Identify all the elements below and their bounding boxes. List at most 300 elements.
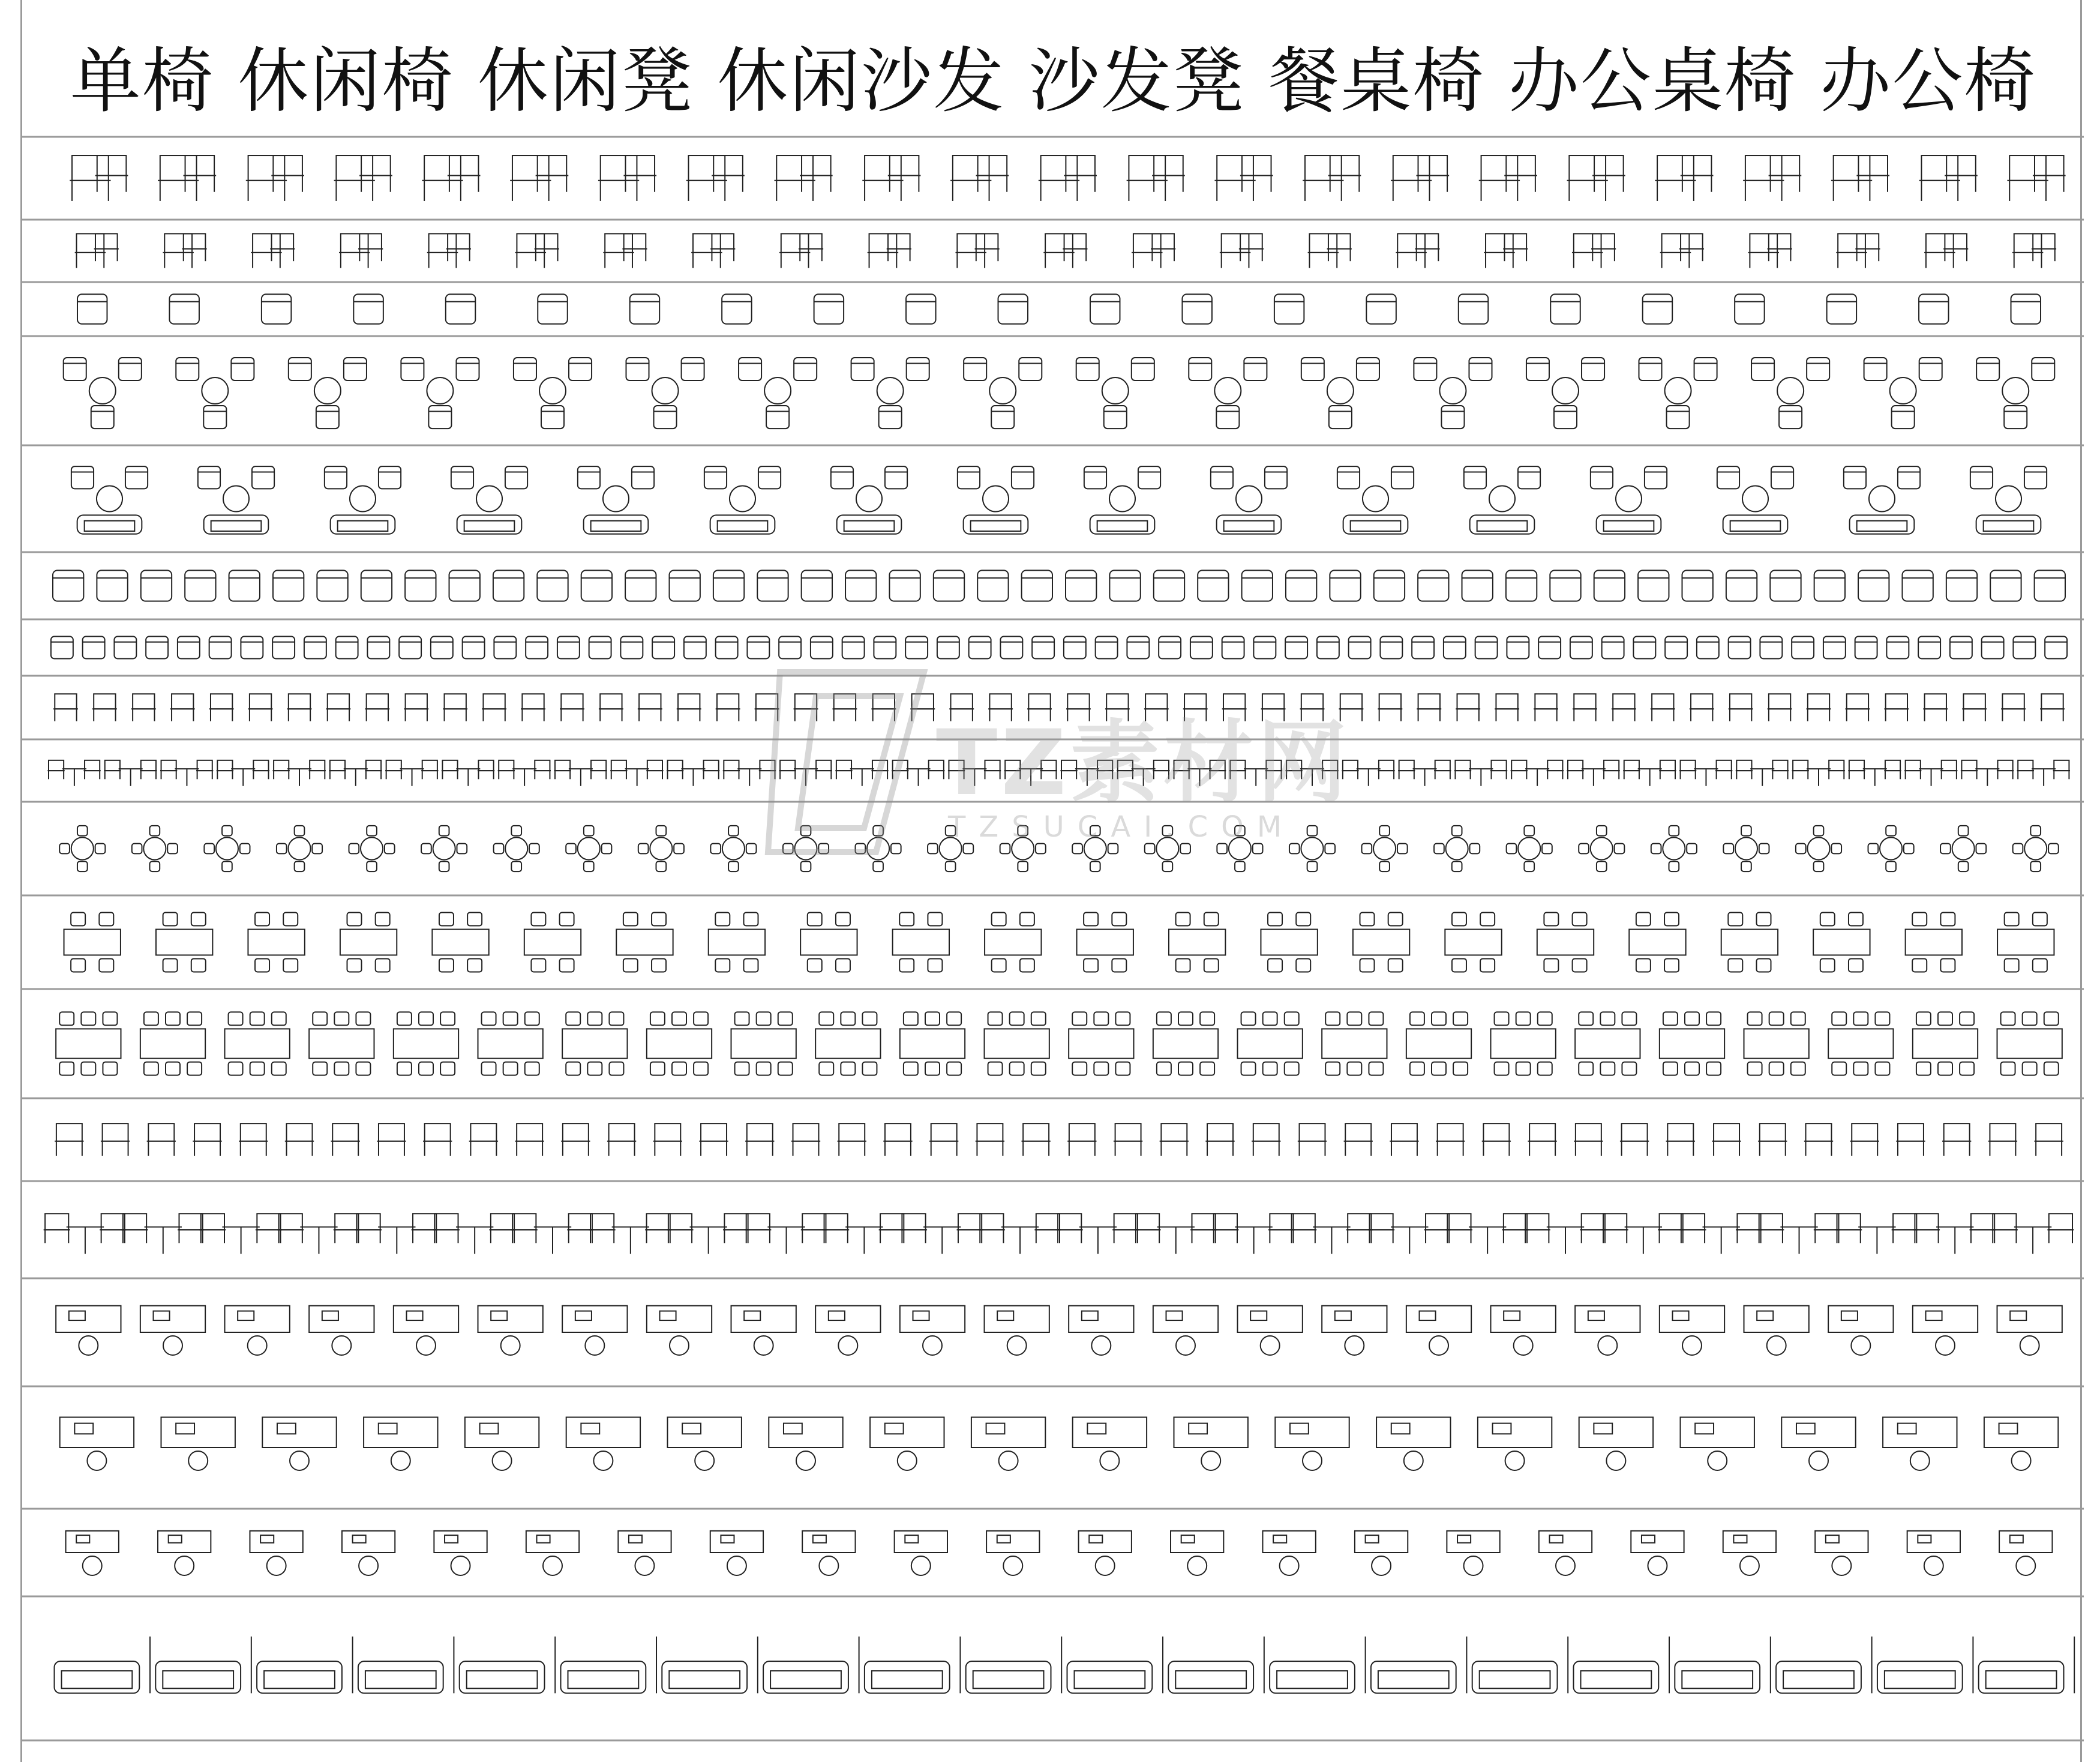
cad-block [1999, 1531, 2052, 1575]
cad-block [178, 637, 200, 659]
block-catalog [22, 0, 2084, 1762]
cad-block [1907, 1531, 1960, 1575]
cad-block [1159, 637, 1181, 659]
cad-block [1456, 694, 1480, 721]
cad-block [1057, 1213, 1139, 1254]
cad-block [1374, 570, 1405, 601]
cad-block [394, 1306, 458, 1355]
cad-block [1242, 570, 1273, 601]
catalog-row-14 [44, 1213, 2074, 1254]
cad-block [662, 1637, 758, 1694]
cad-block [1538, 637, 1561, 659]
cad-block [1638, 570, 1669, 601]
cad-block [1132, 233, 1175, 268]
catalog-row-1 [70, 155, 2065, 201]
cad-block [815, 1306, 880, 1355]
cad-block [1274, 294, 1304, 324]
cad-block [1472, 1637, 1568, 1694]
cad-block [1633, 637, 1655, 659]
cad-block [1069, 1306, 1133, 1355]
cad-block [1836, 233, 1880, 268]
cad-block [985, 1306, 1049, 1355]
cad-block [1376, 1418, 1450, 1470]
cad-block [1726, 570, 1757, 601]
cad-block [1434, 826, 1480, 871]
cad-block [1289, 826, 1335, 871]
cad-block [277, 826, 322, 871]
cad-block [1913, 1213, 1996, 1254]
cad-block [1211, 466, 1287, 534]
cad-block [158, 155, 216, 201]
cad-block [1290, 1213, 1373, 1254]
cad-block [1682, 570, 1712, 601]
cad-block [1979, 1637, 2075, 1694]
cad-block [1804, 1123, 1833, 1156]
cad-block [958, 466, 1034, 534]
cad-block [442, 760, 494, 786]
cad-block [1371, 1637, 1467, 1694]
cad-block [1537, 913, 1594, 972]
cad-block [1353, 913, 1409, 972]
cad-block [1918, 637, 1940, 659]
cad-block [1067, 1123, 1096, 1156]
cad-block [699, 1123, 728, 1156]
cad-block [838, 1123, 866, 1156]
cad-block [618, 1531, 671, 1575]
cad-block [1827, 294, 1857, 324]
cad-block [1412, 637, 1434, 659]
cad-block [1665, 637, 1687, 659]
cad-block [1380, 637, 1402, 659]
cad-block [845, 570, 876, 601]
cad-block [1084, 466, 1160, 534]
cad-block [667, 1213, 749, 1254]
cad-block [272, 637, 295, 659]
cad-block [147, 1123, 176, 1156]
cad-block [562, 1012, 627, 1075]
cad-block [1942, 1123, 1971, 1156]
cad-block [510, 155, 568, 201]
catalog-row-3 [77, 294, 2041, 324]
cad-block [511, 1213, 594, 1254]
cad-block [304, 637, 326, 659]
cad-block [1961, 760, 2014, 786]
cad-block [1743, 155, 1801, 201]
cad-block [104, 760, 157, 786]
cad-block [1303, 155, 1361, 201]
cad-block [1736, 760, 1789, 786]
cad-block [75, 233, 119, 268]
cad-block [1043, 233, 1087, 268]
cad-block [710, 826, 756, 871]
cad-block [1539, 1531, 1592, 1575]
cad-block [1744, 1306, 1809, 1355]
cad-block [132, 826, 178, 871]
cad-block [2035, 570, 2065, 601]
cad-block [421, 826, 467, 871]
cad-block [1924, 233, 1968, 268]
cad-block [229, 570, 260, 601]
cad-block [1679, 760, 1732, 786]
cad-block [607, 1123, 636, 1156]
cad-block [53, 694, 78, 721]
cad-block [56, 1306, 121, 1355]
cad-block [1988, 1123, 2017, 1156]
cad-block [802, 1531, 855, 1575]
cad-block [537, 570, 568, 601]
cad-block [1507, 826, 1552, 871]
cad-block [140, 1306, 205, 1355]
cad-block [478, 1012, 543, 1075]
cad-block [1923, 694, 1948, 721]
cad-block [364, 1418, 437, 1470]
cad-block [684, 637, 706, 659]
cad-block [334, 155, 392, 201]
cad-block [1067, 1637, 1163, 1694]
cad-block [1000, 637, 1022, 659]
cad-block [1127, 637, 1149, 659]
cad-block [97, 570, 127, 601]
cad-block [526, 1531, 579, 1575]
cad-block [1222, 637, 1244, 659]
cad-block [2013, 826, 2059, 871]
cad-block [1507, 637, 1529, 659]
cad-block [432, 913, 488, 972]
cad-block [155, 1637, 251, 1694]
cad-block [1153, 1306, 1218, 1355]
cad-block [273, 760, 326, 786]
cad-block [1261, 913, 1317, 972]
cad-block [1690, 694, 1714, 721]
cad-block [193, 1123, 221, 1156]
cad-block [1574, 1637, 1670, 1694]
cad-block [883, 1123, 912, 1156]
cad-block [1950, 637, 1972, 659]
cad-block [900, 1306, 965, 1355]
cad-block [325, 466, 401, 534]
cad-block [342, 1531, 395, 1575]
cad-block [755, 694, 779, 721]
cad-block [1835, 1213, 1918, 1254]
cad-block [862, 155, 920, 201]
cad-block [1651, 694, 1675, 721]
cad-block [401, 358, 479, 428]
cad-block [652, 637, 674, 659]
cad-block [160, 760, 213, 786]
cad-block [163, 233, 206, 268]
cad-block [198, 466, 274, 534]
cad-block [1573, 694, 1597, 721]
cad-block [1591, 466, 1667, 534]
cad-block [1886, 637, 1909, 659]
cad-block [140, 1012, 205, 1075]
cad-block [599, 694, 623, 721]
cad-block [1729, 637, 1751, 659]
cad-block [1174, 1418, 1247, 1470]
cad-block [1913, 1306, 1978, 1355]
cad-block [339, 233, 383, 268]
cad-block [399, 637, 421, 659]
cad-block [329, 760, 382, 786]
cad-block [521, 694, 545, 721]
cad-block [385, 760, 438, 786]
cad-block [353, 294, 383, 324]
cad-block [367, 637, 389, 659]
cad-block [1114, 1123, 1142, 1156]
cad-block [176, 358, 254, 428]
cad-block [713, 570, 744, 601]
cad-block [121, 1213, 204, 1254]
cad-block [70, 155, 128, 201]
cad-block [262, 1418, 336, 1470]
cad-block [1491, 1012, 1556, 1075]
cad-block [686, 155, 745, 201]
cad-block [460, 1637, 556, 1694]
cad-block [161, 1418, 235, 1470]
cad-block [557, 637, 580, 659]
cad-block [1066, 570, 1096, 601]
cad-block [239, 1123, 268, 1156]
cad-block [1301, 358, 1379, 428]
cad-block [977, 570, 1008, 601]
cad-block [835, 760, 888, 786]
cad-block [2013, 637, 2035, 659]
cad-block [745, 1213, 827, 1254]
cad-block [1252, 1123, 1280, 1156]
cad-block [791, 1123, 820, 1156]
cad-block [625, 570, 656, 601]
cad-block [638, 826, 684, 871]
cad-block [677, 694, 701, 721]
cad-block [1760, 637, 1782, 659]
cad-block [1575, 1306, 1640, 1355]
cad-block [524, 913, 581, 972]
cad-block [1238, 1306, 1303, 1355]
cad-block [1655, 155, 1713, 201]
cad-block [1883, 1418, 1957, 1470]
catalog-row-12 [56, 1012, 2062, 1075]
cad-block [273, 570, 304, 601]
cad-block [1322, 1306, 1387, 1355]
cad-block [716, 637, 738, 659]
cad-block [309, 1012, 374, 1075]
cad-block [998, 294, 1028, 324]
cad-block [783, 826, 829, 871]
cad-block [1484, 233, 1528, 268]
cad-block [1368, 1213, 1451, 1254]
cad-block [868, 233, 911, 268]
cad-block [794, 694, 818, 721]
cad-block [589, 1213, 672, 1254]
cad-block [638, 694, 662, 721]
cad-block [1270, 1637, 1366, 1694]
cad-block [1906, 913, 1962, 972]
cad-block [1612, 694, 1636, 721]
cad-block [1602, 1213, 1685, 1254]
cad-block [1919, 155, 1978, 201]
cad-block [51, 637, 73, 659]
cad-block [1982, 637, 2004, 659]
cad-block [779, 233, 823, 268]
cad-block [515, 1123, 544, 1156]
cad-block [769, 1418, 842, 1470]
cad-block [1220, 233, 1264, 268]
cad-block [985, 913, 1041, 972]
cad-block [1285, 637, 1307, 659]
cad-block [1406, 1306, 1471, 1355]
cad-block [716, 694, 740, 721]
cad-block [64, 913, 121, 972]
cad-block [2007, 155, 2065, 201]
cad-block [361, 570, 392, 601]
cad-block [1506, 570, 1537, 601]
cad-block [465, 1418, 539, 1470]
cad-block [365, 694, 389, 721]
cad-block [514, 358, 592, 428]
cad-block [1631, 1531, 1684, 1575]
cad-block [610, 760, 663, 786]
cad-block [2040, 694, 2065, 721]
cad-block [478, 1306, 543, 1355]
cad-block [1675, 1637, 1771, 1694]
cad-block [1831, 155, 1889, 201]
cad-block [1850, 1123, 1879, 1156]
cad-block [1904, 760, 1957, 786]
cad-block [560, 694, 584, 721]
cad-block [250, 1531, 302, 1575]
cad-block [289, 358, 367, 428]
cad-block [1574, 1123, 1603, 1156]
cad-block [1390, 1123, 1418, 1156]
cad-block [589, 637, 611, 659]
cad-block [1744, 1012, 1809, 1075]
cad-block [1602, 637, 1624, 659]
cad-block [1813, 913, 1870, 972]
cad-block [44, 1213, 127, 1254]
cad-block [955, 233, 999, 268]
cad-block [2034, 1123, 2063, 1156]
cad-block [1697, 637, 1719, 659]
cad-block [889, 570, 920, 601]
cad-block [1349, 637, 1371, 659]
cad-block [1828, 1306, 1893, 1355]
cad-block [779, 760, 832, 786]
cad-block [691, 233, 735, 268]
cad-block [1447, 1531, 1499, 1575]
cad-block [1079, 1531, 1132, 1575]
cad-block [976, 1123, 1004, 1156]
cad-block [667, 1418, 741, 1470]
cad-block [1396, 233, 1439, 268]
cad-block [1550, 294, 1580, 324]
cad-block [802, 570, 832, 601]
cad-block [906, 294, 936, 324]
cad-block [526, 637, 548, 659]
cad-block [905, 637, 928, 659]
cad-block [494, 826, 539, 871]
cad-block [2017, 760, 2070, 786]
cad-block [1792, 760, 1845, 786]
cad-block [498, 760, 551, 786]
cad-block [1077, 913, 1133, 972]
cad-block [1073, 1418, 1147, 1470]
cad-block [966, 1637, 1062, 1694]
cad-block [1990, 570, 2021, 601]
cad-block [1344, 1123, 1373, 1156]
cad-block [1032, 637, 1054, 659]
cad-block [1919, 294, 1949, 324]
cad-block [598, 155, 656, 201]
cad-block [1436, 1123, 1465, 1156]
cad-block [554, 760, 607, 786]
cad-block [101, 1123, 130, 1156]
cad-block [60, 1418, 134, 1470]
cad-block [1781, 1418, 1855, 1470]
cad-block [349, 826, 395, 871]
cad-block [1275, 1418, 1349, 1470]
cad-block [241, 637, 263, 659]
cad-block [317, 570, 347, 601]
cad-block [870, 1418, 944, 1470]
cad-block [1796, 826, 1841, 871]
cad-block [1160, 1123, 1189, 1156]
cad-block [433, 1213, 516, 1254]
cad-block [1666, 1123, 1695, 1156]
cad-block [209, 637, 232, 659]
cad-block [170, 694, 195, 721]
cad-block [934, 570, 964, 601]
cad-block [971, 1418, 1045, 1470]
cad-block [217, 760, 269, 786]
cad-block [377, 1123, 406, 1156]
cad-block [979, 1213, 1061, 1254]
catalog-row-4 [64, 358, 2055, 428]
cad-block [1723, 1531, 1776, 1575]
cad-block [937, 637, 959, 659]
cad-block [616, 913, 673, 972]
cad-block [1262, 1531, 1315, 1575]
cad-block [1475, 637, 1498, 659]
cad-block [1127, 155, 1185, 201]
cad-block [986, 1531, 1039, 1575]
cad-block [141, 570, 172, 601]
cad-block [1378, 694, 1402, 721]
cad-block [1478, 1418, 1552, 1470]
catalog-canvas [22, 0, 2084, 1762]
cad-block [901, 1213, 983, 1254]
cad-block [1567, 155, 1625, 201]
cad-block [1021, 1123, 1050, 1156]
cad-block [1462, 570, 1493, 601]
cad-block [1308, 233, 1352, 268]
cad-block [1946, 570, 1977, 601]
cad-block [1855, 637, 1877, 659]
cad-block [225, 1012, 290, 1075]
cad-block [146, 637, 168, 659]
catalog-row-5 [71, 466, 2047, 534]
cad-block [811, 637, 833, 659]
cad-block [434, 1531, 487, 1575]
cad-block [1198, 570, 1228, 601]
cad-block [1651, 826, 1697, 871]
cad-block [53, 570, 83, 601]
cad-block [257, 1637, 353, 1694]
cad-block [1366, 294, 1396, 324]
cad-block [950, 155, 1009, 201]
cad-block [1660, 1012, 1724, 1075]
catalog-row-18 [55, 1637, 2075, 1694]
cad-block [77, 294, 107, 324]
